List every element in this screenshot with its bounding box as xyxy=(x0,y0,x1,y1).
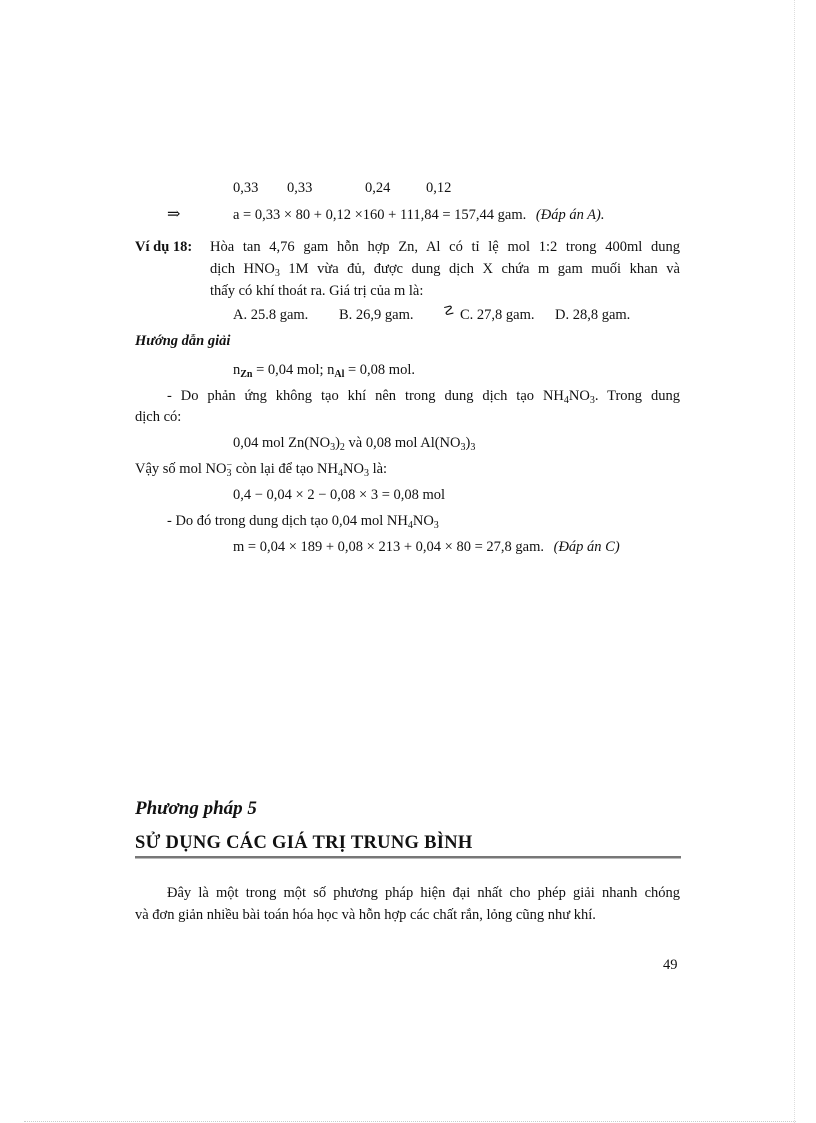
pointing-hand-icon: ☡ xyxy=(443,303,455,318)
page-edge-bottom xyxy=(24,1121,796,1122)
mole-line: $n_{Zn} = 0,04$ mol; $n_{Al} = 0,08$ mol. xyxy=(233,362,415,380)
salts-line: 0,04 mol $Zn(NO_3)_2$ và 0,08 mol $Al(NO_3)_3$ xyxy=(233,435,476,453)
page-number: 49 xyxy=(663,957,678,973)
option-b: B. 26,9 gam. xyxy=(339,307,414,323)
prev-answer-note: (Đáp án A). xyxy=(535,207,605,223)
option-d: D. 28,8 gam. xyxy=(555,307,631,323)
option-a: A. 25.8 gam. xyxy=(233,307,309,323)
calculation-2: m = 0,04 × 189 + 0,08 × 213 + 0,04 × 80 = 27,8 gam. (Đáp án C) xyxy=(233,539,620,555)
prev-result-text: a = 0,33 × 80 + 0,12 ×160 + 111,84 = 157,44 gam. xyxy=(233,207,527,223)
reason-paragraph-line-2: dịch có: xyxy=(135,409,182,425)
value-3: 0,24 xyxy=(365,180,391,196)
reason-paragraph-line-1: - Do phản ứng không tạo khí nên trong dung dịch tạo $NH_4NO_3$. Trong dung xyxy=(167,388,680,406)
page-edge-right xyxy=(794,0,795,1123)
option-c: C. 27,8 gam. xyxy=(460,307,535,323)
nitrate-line: Vậy số mol $NO_3^-$ còn lại để tạo $NH_4NO_3$ là: xyxy=(135,460,388,479)
calculation-1: 0,4 − 0,04 × 2 − 0,08 × 3 = 0,08 mol xyxy=(233,487,446,503)
intro-paragraph-line-2: và đơn giản nhiều bài toán hóa học và hỗn hợp các chất rắn, lỏng cũng như khí. xyxy=(135,907,596,923)
guide-title: Hướng dẫn giải xyxy=(135,333,231,349)
conclusion-line: - Do đó trong dung dịch tạo 0,04 mol $NH_4NO_3$ xyxy=(167,513,439,531)
section-title: SỬ DỤNG CÁC GIÁ TRỊ TRUNG BÌNH xyxy=(135,833,473,853)
example-line-2: dịch $HNO_3$ 1M vừa đủ, được dung dịch X chứa m gam muối khan và xyxy=(210,261,680,279)
value-1: 0,33 xyxy=(233,180,259,196)
calc2-answer-note: (Đáp án C) xyxy=(553,539,620,555)
value-2: 0,33 xyxy=(287,180,313,196)
value-4: 0,12 xyxy=(426,180,452,196)
example-line-3: thấy có khí thoát ra. Giá trị của m là: xyxy=(210,283,424,299)
example-label: Ví dụ 18: xyxy=(135,239,193,255)
example-line-1: Hòa tan 4,76 gam hỗn hợp Zn, Al có tỉ lệ mol 1:2 trong 400ml dung xyxy=(210,239,680,255)
heading-rule xyxy=(135,856,681,859)
method-heading: Phương pháp 5 xyxy=(135,798,257,819)
intro-paragraph-line-1: Đây là một trong một số phương pháp hiện đại nhất cho phép giải nhanh chóng xyxy=(167,885,680,901)
prev-result xyxy=(233,205,605,225)
implies-arrow: ⇒ xyxy=(167,206,181,223)
